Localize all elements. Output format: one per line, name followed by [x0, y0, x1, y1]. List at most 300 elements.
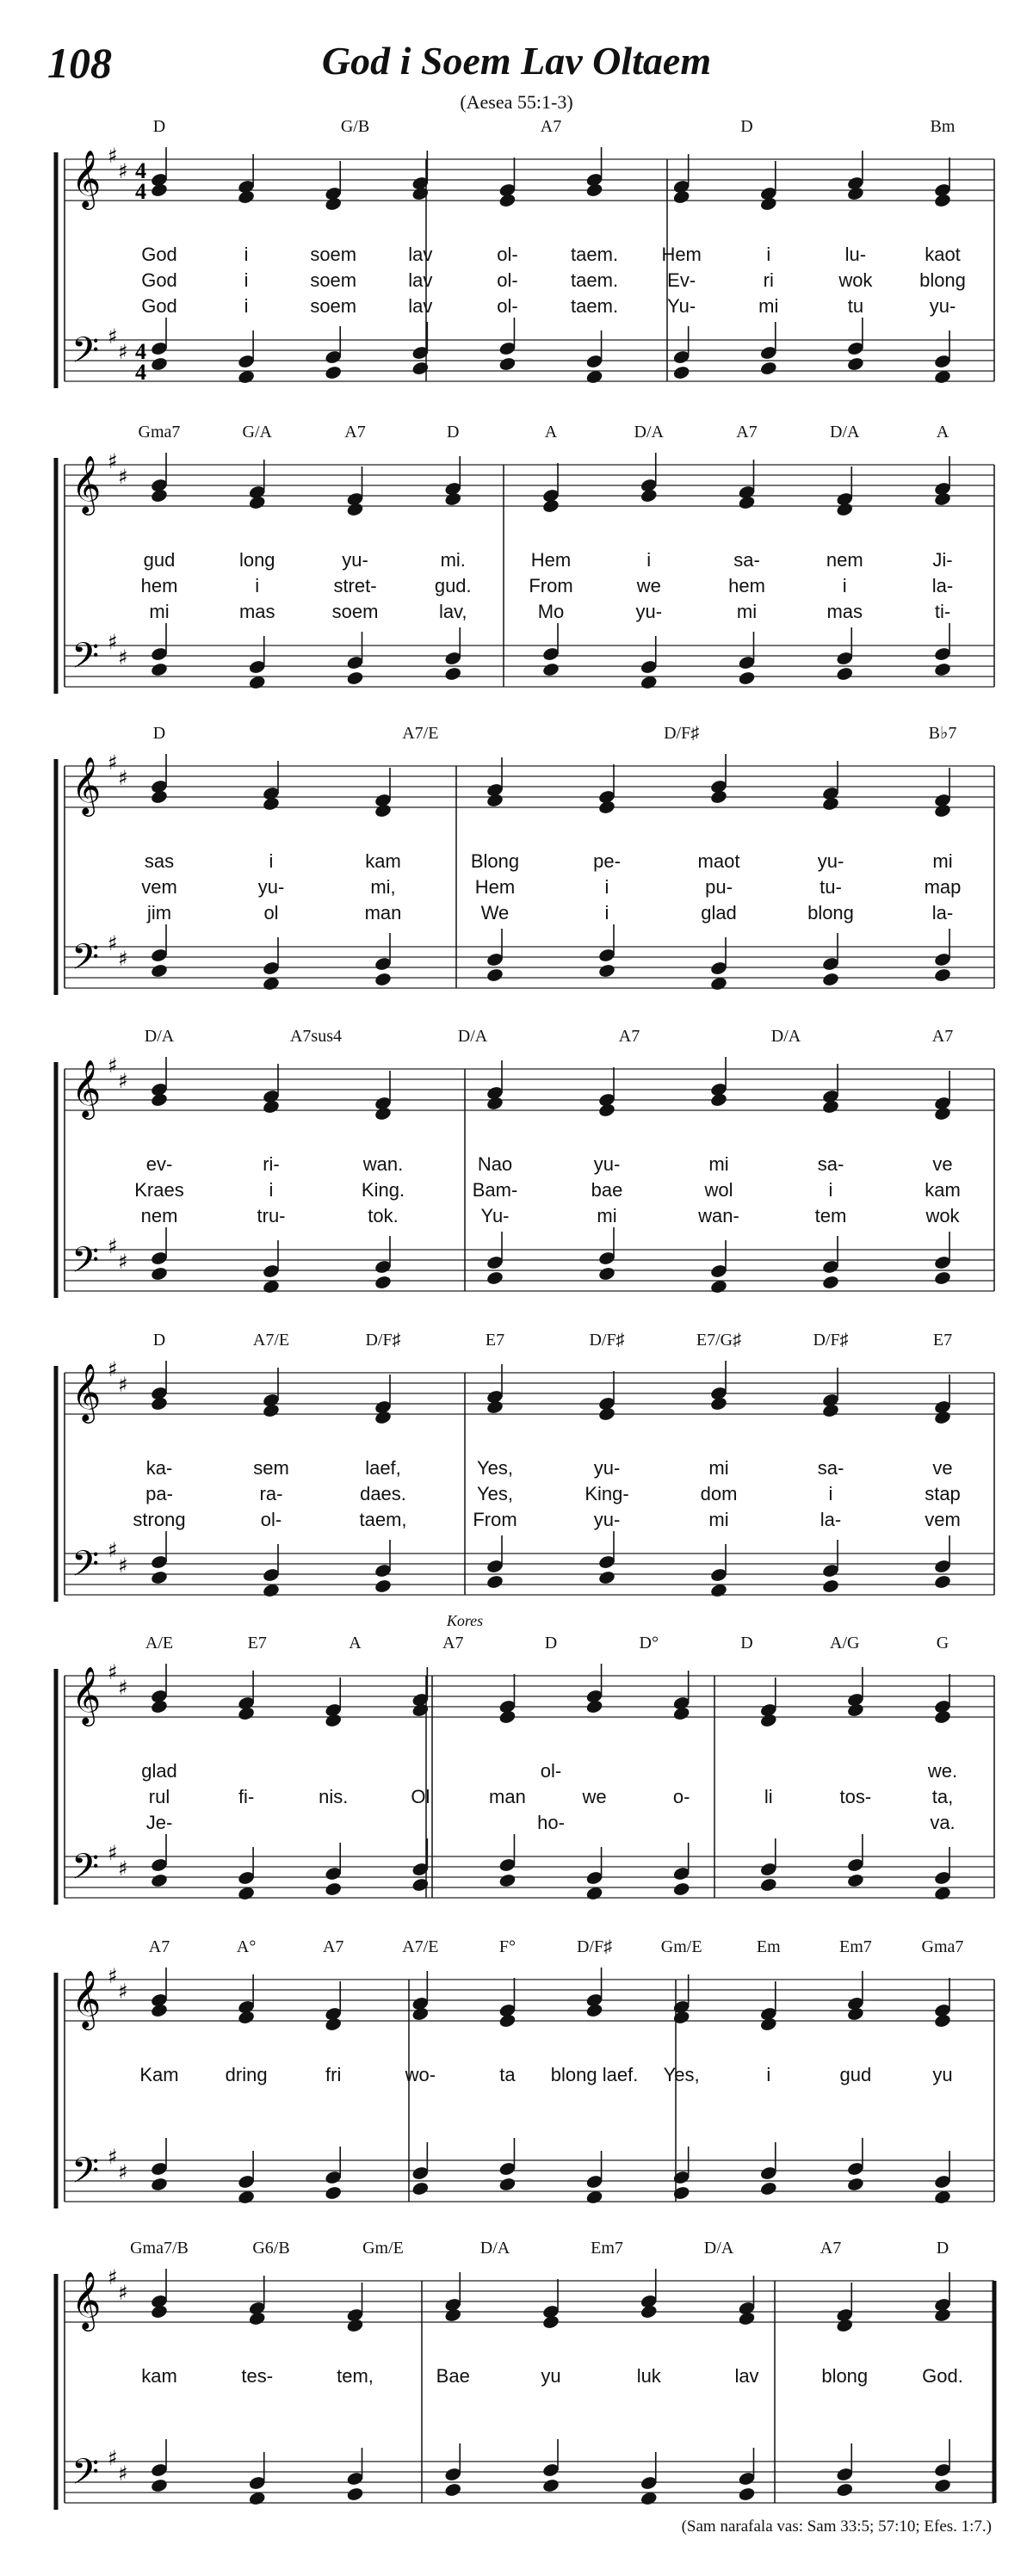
sharp-icon: ♯ — [108, 2145, 118, 2169]
notehead — [374, 972, 392, 987]
lyric-syllable: wok — [838, 269, 873, 291]
lyric-syllable: taem. — [571, 269, 619, 291]
lyric-syllable: mi — [758, 295, 779, 317]
lyric-syllable: nis. — [319, 1786, 349, 1807]
chord-symbol: G6/B — [252, 2239, 290, 2258]
sharp-icon: ♯ — [118, 1856, 128, 1881]
lyric-syllable: laef, — [365, 1457, 401, 1479]
lyric-syllable: yu- — [593, 1457, 621, 1479]
lyric-syllable: ve — [932, 1153, 953, 1175]
sharp-icon: ♯ — [118, 1069, 128, 1093]
notehead — [374, 803, 392, 819]
notehead — [325, 1713, 343, 1728]
chord-symbol: A — [936, 423, 949, 442]
lyric-syllable: o- — [672, 1786, 690, 1807]
notehead — [248, 2311, 266, 2326]
chord-symbol: D — [152, 724, 166, 743]
notehead — [325, 365, 343, 380]
lyric-syllable: blong laef. — [550, 2064, 639, 2085]
lyric-syllable: ta — [499, 2064, 516, 2085]
chord-symbol: A7 — [442, 1634, 464, 1652]
lyric-syllable: sem — [253, 1457, 289, 1479]
lyric-syllable: kam — [365, 850, 401, 872]
treble-clef-icon: 𝄞 — [71, 1969, 102, 2028]
lyric-syllable: i — [604, 902, 609, 924]
notehead — [933, 967, 951, 983]
chord-symbol: A7 — [618, 1027, 640, 1046]
lyric-syllable: wol — [704, 1179, 733, 1201]
sharp-icon: ♯ — [118, 646, 128, 670]
notehead — [585, 2003, 603, 2018]
lyric-syllable: i — [828, 1483, 833, 1504]
chord-symbol: G/B — [340, 117, 370, 136]
sharp-icon: ♯ — [118, 1676, 128, 1700]
lyric-syllable: mi — [708, 1457, 729, 1479]
lyric-syllable: i — [842, 575, 847, 596]
lyric-syllable: From — [529, 575, 573, 596]
sharp-icon: ♯ — [108, 324, 118, 349]
lyric-syllable: i — [244, 269, 249, 291]
sharp-icon: ♯ — [108, 1841, 118, 1865]
lyric-syllable: Ev- — [667, 269, 696, 291]
sharp-icon: ♯ — [118, 947, 128, 971]
lyric-syllable: From — [473, 1509, 517, 1530]
lyric-syllable: i — [604, 876, 609, 898]
lyric-syllable: ol- — [497, 244, 518, 265]
notehead — [498, 1709, 516, 1725]
chord-symbol: Bm — [930, 117, 956, 136]
music-system — [56, 2239, 994, 2510]
notehead — [486, 1270, 504, 1286]
time-signature: 4 — [135, 339, 146, 364]
lyric-syllable: lav — [408, 244, 433, 265]
music-system — [56, 1027, 994, 1298]
lyric-syllable: yu- — [593, 1509, 621, 1530]
lyric-syllable: ti- — [934, 601, 951, 622]
sharp-icon: ♯ — [108, 1538, 118, 1562]
notehead — [325, 1881, 343, 1897]
chord-symbol: A/G — [830, 1634, 860, 1652]
lyric-syllable: Hem — [474, 876, 516, 898]
chord-symbol: D — [152, 117, 166, 136]
chord-symbol: A — [544, 423, 558, 442]
chord-symbol: Gm/E — [362, 2239, 404, 2258]
lyric-syllable: Je- — [145, 1812, 173, 1833]
notehead — [262, 1099, 280, 1115]
lyric-syllable: taem, — [359, 1509, 407, 1530]
lyric-syllable: man — [489, 1786, 526, 1807]
notehead — [821, 1578, 839, 1594]
notehead — [411, 2006, 430, 2022]
notehead — [486, 1574, 504, 1590]
notehead — [836, 2318, 854, 2333]
lyric-syllable: Hem — [661, 244, 702, 265]
lyric-syllable: ra- — [259, 1483, 283, 1504]
lyric-syllable: i — [244, 295, 249, 317]
notehead — [821, 1275, 839, 1290]
sharp-icon: ♯ — [108, 630, 118, 654]
notehead — [738, 2311, 756, 2326]
lyric-syllable: i — [269, 1179, 274, 1201]
notehead — [237, 1706, 255, 1721]
chord-symbol: Gma7/B — [130, 2239, 189, 2258]
treble-clef-icon: 𝄞 — [71, 756, 102, 814]
bass-clef-icon: 𝄢 — [71, 330, 100, 380]
chord-symbol: Em7 — [838, 1937, 872, 1956]
lyric-syllable: God. — [922, 2365, 963, 2387]
notehead — [498, 2177, 516, 2192]
sharp-icon: ♯ — [118, 2281, 128, 2305]
notehead — [640, 2304, 658, 2320]
lyric-syllable: Kam — [139, 2064, 179, 2085]
notehead — [346, 2486, 364, 2502]
lyric-syllable: yu- — [635, 601, 663, 622]
lyric-syllable: ev- — [145, 1153, 173, 1175]
sharp-icon: ♯ — [108, 1053, 118, 1078]
lyric-syllable: lav — [734, 2365, 759, 2387]
chord-symbol: A7/E — [252, 1331, 290, 1350]
notehead — [597, 800, 615, 815]
lyric-syllable: Yu- — [480, 1205, 510, 1226]
notehead — [585, 182, 603, 198]
chord-symbol: D/A — [634, 423, 664, 442]
notehead — [411, 2181, 430, 2196]
notehead — [346, 670, 364, 686]
bass-clef-icon: 𝄢 — [71, 2150, 100, 2200]
notehead — [597, 1266, 615, 1282]
chord-symbol: D/A — [703, 2239, 734, 2258]
lyric-syllable: bae — [591, 1179, 623, 1201]
chord-symbol: E7 — [247, 1634, 267, 1652]
notehead — [346, 2318, 364, 2333]
lyric-syllable: i — [828, 1179, 833, 1201]
lyric-syllable: We — [480, 902, 510, 924]
chord-symbol: D/A — [770, 1027, 801, 1046]
notehead — [821, 972, 839, 987]
notehead — [836, 2482, 854, 2498]
lyric-syllable: Ji- — [932, 549, 953, 571]
lyric-syllable: soem — [310, 244, 357, 265]
lyric-syllable: dring — [225, 2064, 268, 2085]
notehead — [933, 1410, 951, 1425]
sharp-icon: ♯ — [108, 1234, 118, 1258]
lyric-syllable: lav, — [438, 601, 467, 622]
lyric-syllable: ol- — [260, 1509, 282, 1530]
notehead — [846, 356, 864, 372]
lyric-syllable: ri- — [263, 1153, 280, 1175]
lyric-syllable: Mo — [537, 601, 565, 622]
lyric-syllable: King. — [361, 1179, 405, 1201]
time-signature: 4 — [135, 158, 146, 183]
notehead — [248, 495, 266, 510]
notehead — [325, 2185, 343, 2201]
notehead — [444, 491, 462, 507]
chord-symbol: A° — [236, 1937, 257, 1956]
sharp-icon: ♯ — [118, 2160, 128, 2184]
lyric-syllable: jim — [146, 902, 172, 924]
lyric-syllable: pe- — [593, 850, 621, 872]
notehead — [672, 365, 690, 380]
lyric-syllable: mi — [708, 1153, 729, 1175]
lyric-syllable: hem — [140, 575, 178, 596]
notehead — [498, 356, 516, 372]
lyric-syllable: yu- — [593, 1153, 621, 1175]
lyric-syllable: fi- — [238, 1786, 255, 1807]
notehead — [150, 662, 168, 677]
notehead — [759, 1713, 777, 1728]
sharp-icon: ♯ — [108, 931, 118, 955]
notehead — [498, 2013, 516, 2029]
chord-symbol: A7 — [148, 1937, 170, 1956]
sharp-icon: ♯ — [118, 1373, 128, 1397]
lyric-syllable: tok. — [368, 1205, 399, 1226]
notehead — [150, 488, 168, 503]
lyric-syllable: wo- — [405, 2064, 436, 2085]
chord-symbol: D/A — [457, 1027, 488, 1046]
lyric-syllable: tu- — [820, 876, 842, 898]
chord-symbol: A7/E — [402, 724, 439, 743]
lyric-syllable: soem — [310, 269, 357, 291]
chord-symbol: A7sus4 — [289, 1027, 343, 1046]
notehead — [933, 803, 951, 819]
bass-clef-icon: 𝄢 — [71, 635, 100, 685]
chord-symbol: G/A — [242, 423, 272, 442]
sharp-icon: ♯ — [108, 2265, 118, 2289]
notehead — [672, 1706, 690, 1721]
lyric-syllable: yu- — [342, 549, 368, 571]
lyric-syllable: lu- — [844, 244, 867, 265]
notehead — [709, 789, 727, 805]
notehead — [759, 2181, 777, 2196]
sharp-icon: ♯ — [108, 2446, 118, 2470]
notehead — [150, 1699, 168, 1714]
notehead — [738, 2486, 756, 2502]
lyric-syllable: Nao — [477, 1153, 513, 1175]
sharp-icon: ♯ — [108, 1660, 118, 1684]
notehead — [444, 2482, 462, 2498]
chord-symbol: E7 — [932, 1331, 953, 1350]
notehead — [933, 193, 951, 208]
sharp-icon: ♯ — [108, 1964, 118, 1988]
hymn-number: 108 — [47, 39, 112, 87]
lyric-syllable: la- — [820, 1509, 842, 1530]
lyric-syllable: i — [244, 244, 249, 265]
notehead — [738, 670, 756, 686]
notehead — [150, 2003, 168, 2018]
sharp-icon: ♯ — [108, 144, 118, 168]
lyric-syllable: God — [141, 269, 177, 291]
notehead — [237, 2010, 255, 2025]
lyric-syllable: Ol — [411, 1786, 430, 1807]
lyric-syllable: mas — [826, 601, 863, 622]
notehead — [759, 2017, 777, 2032]
lyric-syllable: i — [766, 244, 771, 265]
notehead — [374, 1106, 392, 1121]
section-marker: Kores — [446, 1612, 484, 1629]
notehead — [640, 488, 658, 503]
lyric-syllable: God — [141, 244, 177, 265]
notehead — [374, 1578, 392, 1594]
lyric-syllable: li — [764, 1786, 773, 1807]
lyric-syllable: glad — [701, 902, 737, 924]
music-system — [56, 724, 994, 995]
chord-symbol: A — [349, 1634, 362, 1652]
notehead — [933, 2478, 951, 2493]
chord-symbol: D/A — [830, 423, 860, 442]
notehead — [411, 1877, 430, 1893]
lyric-syllable: tru- — [257, 1205, 286, 1226]
notehead — [597, 1570, 615, 1585]
notehead — [759, 196, 777, 212]
chord-symbol: Em — [756, 1937, 781, 1956]
notehead — [672, 2010, 690, 2025]
notehead — [836, 666, 854, 682]
chord-symbol: D/F♯ — [813, 1331, 849, 1350]
music-system — [56, 1937, 994, 2208]
lyric-syllable: Bae — [436, 2365, 470, 2387]
chord-symbol: D/F♯ — [664, 724, 700, 743]
notehead — [597, 1406, 615, 1422]
lyric-syllable: taem. — [571, 295, 619, 317]
treble-clef-icon: 𝄞 — [71, 1362, 102, 1421]
lyric-syllable: mi — [149, 601, 170, 622]
notehead — [150, 1092, 168, 1108]
lyric-syllable: sa- — [733, 549, 760, 571]
notehead — [821, 1099, 839, 1115]
lyric-syllable: vem — [141, 876, 177, 898]
chord-symbol: Gma7 — [921, 1937, 964, 1956]
lyric-syllable: ta, — [931, 1786, 954, 1807]
notehead — [237, 189, 255, 205]
lyric-syllable: pa- — [145, 1483, 173, 1504]
chord-symbol: D° — [639, 1634, 659, 1652]
lyric-syllable: vem — [925, 1509, 961, 1530]
lyric-syllable: King- — [585, 1483, 629, 1504]
lyric-syllable: blong — [807, 902, 854, 924]
notehead — [585, 1699, 603, 1714]
notehead — [541, 2478, 560, 2493]
chord-symbol: D — [152, 1331, 166, 1350]
lyric-syllable: yu- — [817, 850, 844, 872]
chord-symbol: E7 — [485, 1331, 505, 1350]
lyric-syllable: va. — [930, 1812, 956, 1833]
sharp-icon: ♯ — [108, 1357, 118, 1381]
sharp-icon: ♯ — [118, 159, 128, 183]
chord-symbol: E7/G♯ — [696, 1331, 742, 1350]
notehead — [672, 189, 690, 205]
notehead — [541, 662, 560, 677]
chord-symbol: D/F♯ — [365, 1331, 401, 1350]
chord-symbol: D — [740, 117, 753, 136]
lyric-syllable: blong — [821, 2365, 869, 2387]
chord-symbol: G — [936, 1634, 949, 1652]
lyric-syllable: kam — [925, 1179, 961, 1201]
lyric-syllable: mi — [708, 1509, 729, 1530]
lyric-syllable: hem — [728, 575, 765, 596]
treble-clef-icon: 𝄞 — [71, 1665, 102, 1724]
lyric-syllable: Bam- — [472, 1179, 518, 1201]
notehead — [486, 793, 504, 808]
notehead — [672, 1881, 690, 1897]
lyric-syllable: dom — [700, 1483, 738, 1504]
sharp-icon: ♯ — [118, 465, 128, 489]
lyric-syllable: tem, — [337, 2365, 374, 2387]
lyric-syllable: taem. — [571, 244, 619, 265]
chord-symbol: A7 — [344, 423, 366, 442]
chord-symbol: Em7 — [591, 2239, 623, 2258]
lyric-syllable: gud — [143, 549, 176, 571]
lyric-syllable: gud — [839, 2064, 872, 2085]
lyric-syllable: ol- — [497, 295, 518, 317]
notehead — [325, 2017, 343, 2032]
lyric-syllable: mi — [597, 1205, 617, 1226]
notehead — [759, 361, 777, 376]
lyric-syllable: sa- — [817, 1457, 844, 1479]
lyric-syllable: nem — [826, 549, 863, 571]
notehead — [374, 1410, 392, 1425]
notehead — [846, 2006, 864, 2022]
lyric-syllable: mi. — [440, 549, 466, 571]
lyric-syllable: we — [636, 575, 661, 596]
lyric-syllable: blong — [919, 269, 966, 291]
chord-symbol: D/A — [144, 1027, 175, 1046]
notehead — [821, 1403, 839, 1418]
chord-symbol: A7 — [931, 1027, 954, 1046]
lyric-syllable: yu — [541, 2365, 561, 2387]
notehead — [150, 1873, 168, 1888]
notehead — [411, 361, 430, 376]
notehead — [672, 2185, 690, 2201]
bass-clef-icon: 𝄢 — [71, 936, 100, 986]
lyric-syllable: kam — [141, 2365, 177, 2387]
lyric-syllable: nem — [140, 1205, 178, 1226]
chord-symbol: A/E — [145, 1634, 174, 1652]
notehead — [411, 1702, 430, 1718]
lyric-syllable: soem — [331, 601, 379, 622]
chord-symbol: A7 — [322, 1937, 344, 1956]
music-system — [56, 423, 994, 694]
notehead — [262, 796, 280, 812]
chord-symbol: B♭7 — [928, 724, 957, 743]
lyric-syllable: maot — [697, 850, 740, 872]
notehead — [738, 495, 756, 510]
sharp-icon: ♯ — [118, 2462, 128, 2486]
lyric-syllable: wan- — [698, 1205, 739, 1226]
lyric-syllable: stret- — [333, 575, 377, 596]
lyric-syllable: la- — [931, 575, 954, 596]
chord-symbol: A7/E — [402, 1937, 439, 1956]
notehead — [150, 963, 168, 979]
lyric-syllable: ho- — [537, 1812, 565, 1833]
time-signature: 4 — [135, 360, 146, 385]
lyric-syllable: yu- — [929, 295, 956, 317]
notehead — [150, 2478, 168, 2493]
lyric-syllable: Kraes — [134, 1179, 184, 1201]
notehead — [486, 1096, 504, 1111]
notehead — [150, 1266, 168, 1282]
lyric-syllable: i — [766, 2064, 771, 2085]
sharp-icon: ♯ — [108, 449, 118, 473]
lyric-syllable: ol — [263, 902, 279, 924]
notehead — [262, 1403, 280, 1418]
lyric-syllable: we. — [927, 1760, 958, 1782]
sharp-icon: ♯ — [118, 1980, 128, 2004]
chord-symbol: Gm/E — [660, 1937, 702, 1956]
notehead — [150, 182, 168, 198]
notehead — [933, 2013, 951, 2029]
scripture-reference: (Aesea 55:1-3) — [460, 91, 573, 113]
lyric-syllable: ri — [763, 269, 774, 291]
